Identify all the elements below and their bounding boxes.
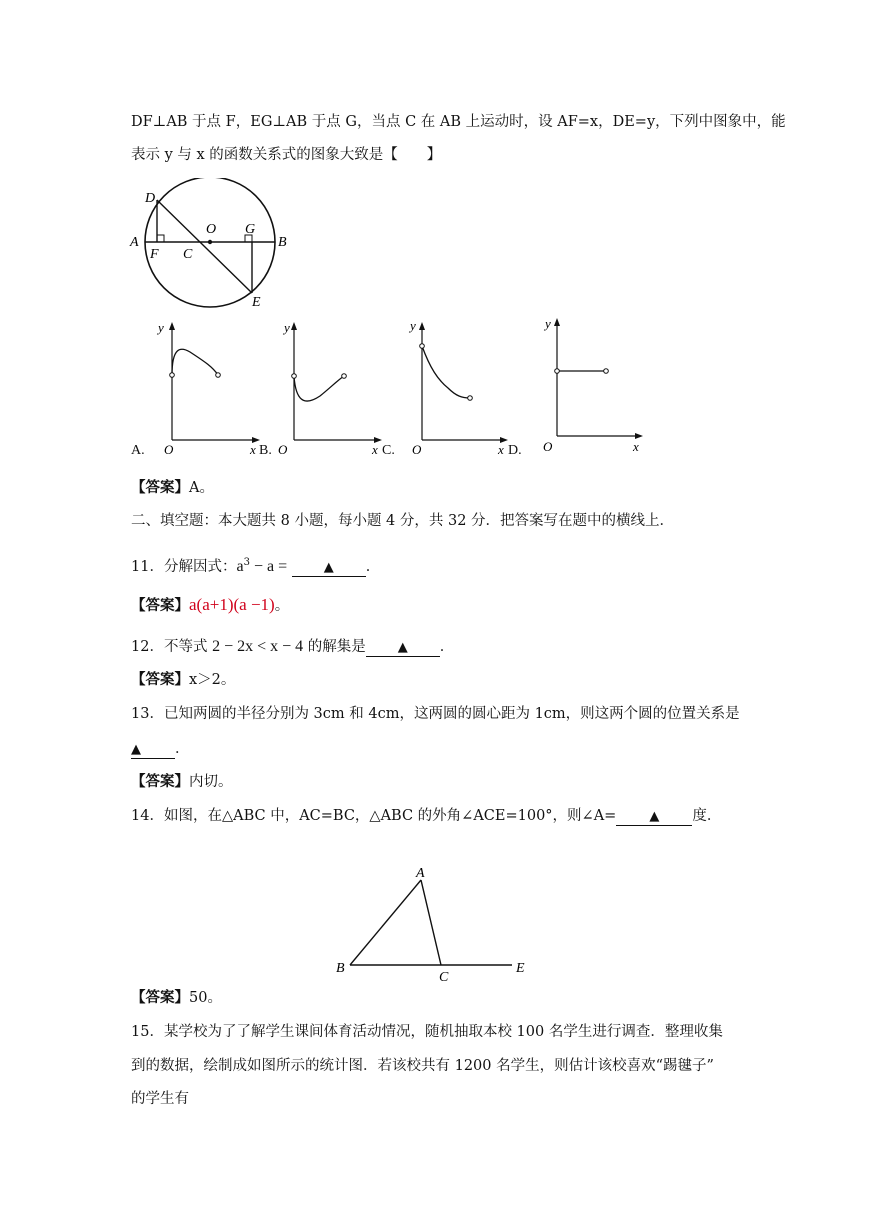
label-a: A bbox=[130, 235, 139, 250]
answer-text: a(a+1)(a −1) bbox=[189, 595, 275, 614]
answer-label: 【答案】 bbox=[131, 479, 189, 496]
graph-a-x: x bbox=[250, 442, 256, 457]
graph-d bbox=[533, 314, 648, 454]
q11-expr-a: a bbox=[236, 557, 244, 575]
q11-answer bbox=[131, 595, 289, 616]
answer-label: 【答案】 bbox=[131, 989, 189, 1006]
answer-suffix: 。 bbox=[274, 598, 290, 614]
option-b-label: B. bbox=[259, 443, 272, 458]
q12-blank: ▲ bbox=[366, 639, 440, 657]
q11-expr-rest: − a = bbox=[249, 557, 288, 575]
answer-label: 【答案】 bbox=[131, 597, 189, 614]
answer-label: 【答案】 bbox=[131, 671, 189, 688]
section-heading: 二、填空题：本大题共 8 小题，每小题 4 分，共 32 分．把答案写在题中的横线上． bbox=[131, 513, 675, 529]
q13-answer bbox=[131, 772, 233, 792]
q14-blank: ▲ bbox=[616, 808, 692, 826]
q10-answer bbox=[131, 478, 214, 498]
circle-diagram bbox=[128, 178, 298, 313]
graph-b-o: O bbox=[278, 442, 288, 457]
q11-prefix: 11．分解因式： bbox=[131, 558, 237, 575]
q14-answer bbox=[131, 988, 222, 1008]
tri-label-e: E bbox=[516, 961, 525, 976]
q13-blank: ▲ bbox=[131, 741, 175, 759]
graph-c bbox=[398, 318, 510, 458]
answer-text: A。 bbox=[189, 480, 214, 496]
q11-blank: ▲ bbox=[292, 559, 366, 577]
label-g: G bbox=[245, 222, 256, 237]
q14-text bbox=[131, 806, 721, 826]
label-b: B bbox=[278, 235, 287, 250]
answer-text: 内切。 bbox=[189, 774, 233, 790]
q11-text bbox=[131, 553, 380, 577]
label-c: C bbox=[183, 247, 193, 262]
q12-suffix: ． bbox=[439, 639, 455, 655]
graph-c-o: O bbox=[412, 442, 422, 457]
answer-label: 【答案】 bbox=[131, 773, 189, 790]
label-f: F bbox=[150, 247, 159, 262]
q14-suffix: 度． bbox=[692, 808, 722, 824]
q12-answer bbox=[131, 670, 235, 690]
graph-b-x: x bbox=[372, 442, 378, 457]
label-o: O bbox=[206, 222, 217, 237]
graph-c-y: y bbox=[410, 318, 416, 333]
q12-text bbox=[131, 637, 454, 657]
q14-prefix: 14．如图，在△ABC 中，AC=BC，△ABC 的外角∠ACE=100°，则∠A= bbox=[131, 808, 617, 824]
q13-text-line2 bbox=[131, 739, 190, 759]
option-c-label: C. bbox=[382, 443, 395, 458]
graph-d-x: x bbox=[633, 439, 639, 454]
q11-expr-exp: 3 bbox=[243, 557, 250, 568]
q12-expr: 2 − 2x < x − 4 bbox=[212, 638, 304, 655]
q15-text-line2: 到的数据，绘制成如图所示的统计图．若该校共有 1200 名学生，则估计该校喜欢“踢毽子” bbox=[131, 1058, 714, 1074]
graph-b bbox=[270, 318, 385, 458]
graph-d-o: O bbox=[543, 439, 553, 454]
q10-text-line2: 表示 y 与 x 的函数关系式的图象大致是【 】 bbox=[131, 147, 442, 163]
graph-a-o: O bbox=[164, 442, 174, 457]
graph-b-y: y bbox=[284, 320, 290, 335]
option-a-label: A. bbox=[131, 443, 145, 458]
q13-text-line1: 13．已知两圆的半径分别为 3cm 和 4cm，这两圆的圆心距为 1cm，则这两个圆的位置关系是 bbox=[131, 706, 740, 722]
graph-a-y: y bbox=[158, 320, 164, 335]
option-d-label: D. bbox=[508, 443, 522, 458]
graph-d-y: y bbox=[545, 316, 551, 331]
label-d: D bbox=[145, 191, 156, 206]
q15-text-line3: 的学生有 bbox=[131, 1091, 189, 1107]
q11-suffix: ． bbox=[365, 558, 381, 575]
answer-text: x＞2。 bbox=[189, 672, 236, 688]
tri-label-c: C bbox=[439, 970, 449, 985]
q15-text-line1: 15．某学校为了了解学生课间体育活动情况，随机抽取本校 100 名学生进行调查．整理收集 bbox=[131, 1024, 723, 1040]
q10-text-line1: DF⊥AB 于点 F，EG⊥AB 于点 G，当点 C 在 AB 上运动时，设 AF=x，DE=y，下列中图象中，能 bbox=[131, 114, 786, 130]
q12-prefix: 12．不等式 bbox=[131, 639, 213, 655]
answer-text: 50。 bbox=[189, 990, 222, 1006]
q12-mid: 的解集是 bbox=[303, 639, 366, 655]
graph-c-x: x bbox=[498, 442, 504, 457]
tri-label-b: B bbox=[336, 961, 345, 976]
label-e: E bbox=[252, 295, 261, 310]
triangle-diagram bbox=[330, 860, 540, 985]
tri-label-a: A bbox=[416, 866, 425, 881]
q13-suffix: ． bbox=[175, 741, 190, 757]
graph-a bbox=[150, 318, 262, 458]
